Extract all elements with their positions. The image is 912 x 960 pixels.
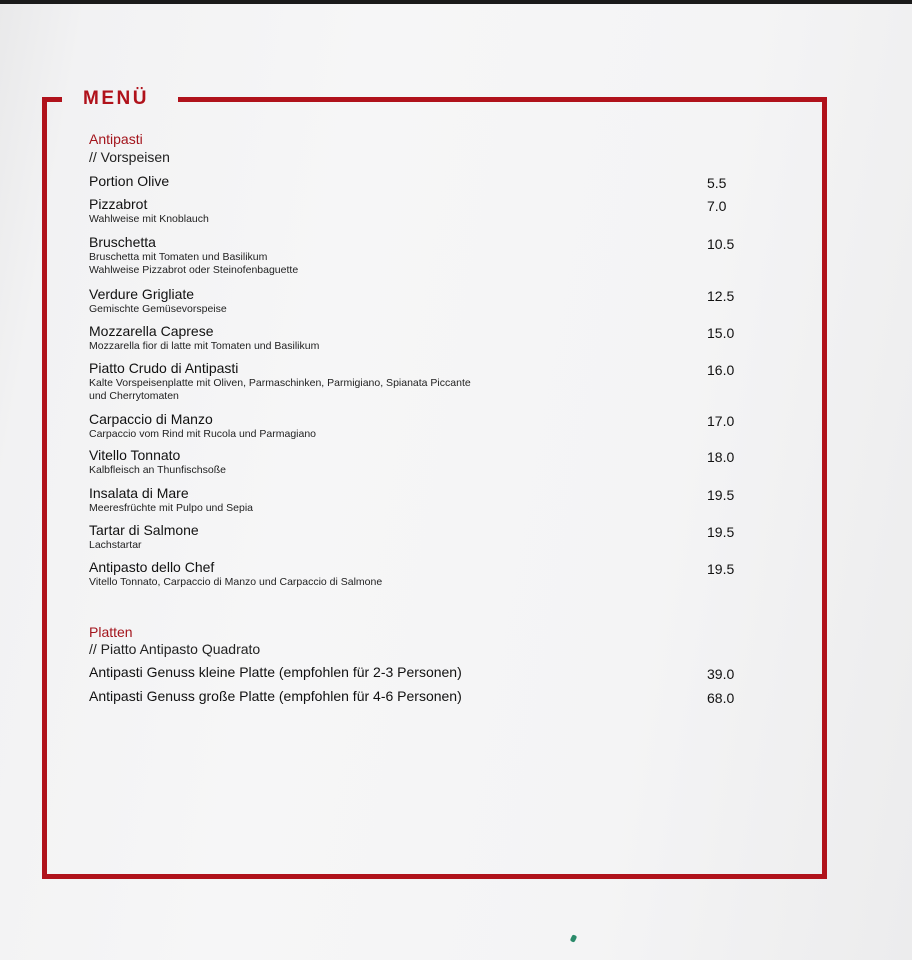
menu-item-price: 68.0	[707, 690, 735, 706]
menu-item-price: 19.5	[707, 524, 735, 540]
menu-item-price: 10.5	[707, 236, 735, 252]
menu-item-price: 5.5	[707, 175, 727, 191]
menu-item-name: Antipasto dello Chef	[89, 559, 215, 575]
menu-item-name: Piatto Crudo di Antipasti	[89, 360, 239, 376]
menu-item-description: Gemischte Gemüsevorspeise	[89, 303, 227, 315]
menu-item-name: Vitello Tonnato	[89, 447, 181, 463]
paper-speck	[570, 934, 577, 942]
menu-page	[0, 4, 912, 960]
menu-item	[89, 323, 789, 353]
menu-item-description: Wahlweise mit Knoblauch	[89, 213, 209, 225]
menu-item-price: 7.0	[707, 198, 727, 214]
section-title-platten: Platten	[89, 624, 133, 640]
menu-item-price: 12.5	[707, 288, 735, 304]
menu-item-description: Lachstartar	[89, 539, 142, 551]
menu-item-price: 18.0	[707, 449, 735, 465]
menu-item-name: Tartar di Salmone	[89, 522, 199, 538]
menu-item-name: Pizzabrot	[89, 196, 148, 212]
menu-item-price: 15.0	[707, 325, 735, 341]
menu-item-price: 17.0	[707, 413, 735, 429]
menu-item-description: Meeresfrüchte mit Pulpo und Sepia	[89, 502, 254, 514]
menu-item-name: Antipasti Genuss große Platte (empfohlen für 4-6 Personen)	[89, 688, 462, 704]
menu-item-price: 39.0	[707, 666, 735, 682]
menu-item-description: Carpaccio vom Rind mit Rucola und Parmagiano	[89, 428, 317, 440]
menu-item-name: Portion Olive	[89, 173, 170, 189]
menu-item	[89, 360, 789, 403]
menu-item	[89, 173, 789, 190]
section-subtitle-platten: // Piatto Antipasto Quadrato	[89, 641, 261, 657]
frame-border-bottom	[42, 874, 827, 879]
section-title-antipasti: Antipasti	[89, 131, 143, 147]
menu-item-name: Insalata di Mare	[89, 485, 189, 501]
menu-item-description: Kalte Vorspeisenplatte mit Oliven, Parmaschinken, Parmigiano, Spianata Piccante	[89, 377, 471, 389]
menu-item-description: Vitello Tonnato, Carpaccio di Manzo und Carpaccio di Salmone	[89, 576, 383, 588]
menu-item-name: Antipasti Genuss kleine Platte (empfohlen für 2-3 Personen)	[89, 664, 462, 680]
menu-item	[89, 411, 789, 441]
menu-item	[89, 286, 789, 316]
menu-item	[89, 664, 789, 681]
menu-item-price: 16.0	[707, 362, 735, 378]
menu-item	[89, 447, 789, 477]
menu-item	[89, 688, 789, 705]
menu-item-price: 19.5	[707, 487, 735, 503]
frame-border-top-right	[178, 97, 827, 102]
menu-item	[89, 559, 789, 589]
menu-item-description: Bruschetta mit Tomaten und Basilikum	[89, 251, 268, 263]
menu-item-description: Mozzarella fior di latte mit Tomaten und Basilikum	[89, 340, 320, 352]
menu-item-name: Mozzarella Caprese	[89, 323, 214, 339]
menu-item-description: Kalbfleisch an Thunfischsoße	[89, 464, 226, 476]
menu-title: MENÜ	[83, 88, 149, 109]
menu-item-name: Verdure Grigliate	[89, 286, 195, 302]
menu-item-description: Wahlweise Pizzabrot oder Steinofenbaguette	[89, 264, 299, 276]
menu-item	[89, 234, 789, 277]
frame-border-right	[822, 97, 827, 879]
menu-item-description: und Cherrytomaten	[89, 390, 179, 402]
menu-item	[89, 196, 789, 226]
menu-item-price: 19.5	[707, 561, 735, 577]
section-subtitle-antipasti: // Vorspeisen	[89, 149, 170, 165]
menu-item-name: Bruschetta	[89, 234, 156, 250]
frame-border-left	[42, 97, 47, 879]
menu-item	[89, 522, 789, 552]
menu-item-name: Carpaccio di Manzo	[89, 411, 213, 427]
menu-item	[89, 485, 789, 515]
